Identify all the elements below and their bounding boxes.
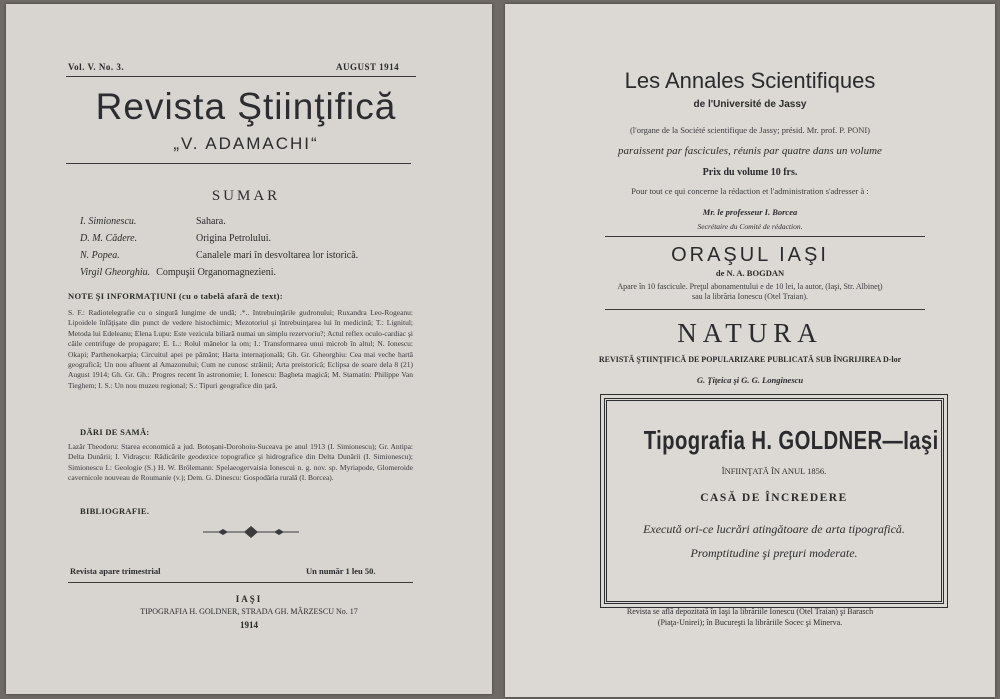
footer-line-2: (Piaţa-Unirei); în Bucureşti la librăriile Socec şi Minerva. <box>657 618 843 627</box>
ad-line-2: Promptitudine şi preţuri moderate. <box>690 546 858 560</box>
ad-slogan: CASĂ DE ÎNCREDERE <box>700 492 848 504</box>
notes-heading: NOTE ŞI INFORMAŢIUNI (cu o tabelă afară de text): <box>68 291 283 301</box>
toc-item <box>80 264 358 281</box>
ad-line-1: Execută ori-ce lucrări atingătoare de arta tipografică. <box>643 522 905 536</box>
natura-subtitle: REVISTĂ ŞTIINŢIFICĂ DE POPULARIZARE PUBLICATĂ SUB ÎNGRIJIREA D-lor <box>598 355 902 364</box>
toc-author: Virgil Gheorghiu. <box>80 267 151 278</box>
right-page <box>505 4 995 697</box>
natura-title: NATURA <box>677 318 823 348</box>
annales-appear-line: paraissent par fascicules, réunis par quatre dans un volume <box>618 145 882 157</box>
toc-title: Sahara. <box>196 216 226 227</box>
toc-title: Compuşii Organomagnezieni. <box>156 267 276 278</box>
footer-line-1: Revista se află depozitată în Iaşi la librăriile Ionescu (Otel Traian) şi Barasch <box>626 607 874 616</box>
annales-title: Les Annales Scientifiques <box>624 68 876 93</box>
toc-item <box>80 213 358 230</box>
orasul-text-2: sau la librăria Ionescu (Otel Traian). <box>692 292 808 301</box>
journal-subtitle: „V. ADAMACHI“ <box>173 134 319 153</box>
bottom-rule <box>68 582 413 583</box>
annales-university: de l'Université de Jassy <box>693 99 807 110</box>
title-rule <box>66 163 411 164</box>
toc-author: D. M. Cădere. <box>80 233 138 244</box>
publication-year: 1914 <box>240 620 258 630</box>
top-rule <box>66 76 416 77</box>
volume-number: Vol. V. No. 3. <box>68 62 125 72</box>
rule-orasul <box>605 309 925 310</box>
natura-editors: G. Ţiţeica şi G. G. Longinescu <box>696 375 804 385</box>
left-page <box>6 4 492 694</box>
ornament-divider <box>201 525 301 539</box>
ad-title: Tipografia H. GOLDNER—Iaşi <box>643 425 939 455</box>
toc-title: Origina Petrolului. <box>196 233 271 244</box>
toc-author: N. Popea. <box>80 250 120 261</box>
toc-item <box>80 230 358 247</box>
annales-secretary: Secrétaire du Comité de rédaction. <box>697 222 803 231</box>
reviews-text: Lazăr Theodoru: Starea economică a jud. Botoşani-Dorohoiu-Suceava pe anul 1913 (I. Simionescu); Gr. Antipa: Delta Dunării; I. Vidraşcu: Rădicările geodezice topografice şi hidrografice din Delta Dunării (I. Simionescu); Simionescu I.: Geologie (S.) H. W. Brölemann: Spelaeogervaisia Ionescui n. g. nov. sp. Myriapode, Glomeroide cavernicole nouveau de Roumanie (v.); Dem. G. Dinescu: Gospodăria rurală (I. Borcea). <box>68 442 413 483</box>
annales-organ-line: (l'organe de la Société scientifique de Jassy; présid. Mr. prof. P. PONI) <box>629 125 871 135</box>
issue-date: AUGUST 1914 <box>336 62 400 72</box>
rule-annales <box>605 236 925 237</box>
journal-title: Revista Ştiinţifică <box>95 86 397 127</box>
orasul-author: de N. A. BOGDAN <box>715 268 785 278</box>
price-note: Un număr 1 leu 50. <box>306 566 376 576</box>
bibliography-heading: BIBLIOGRAFIE. <box>80 506 150 516</box>
orasul-text-1: Apare în 10 fascicule. Preţul abonamentului e de 10 lei, la autor, (Iaşi, Str. Albineţ) <box>617 282 883 291</box>
annales-contact-line: Pour tout ce qui concerne la rédaction et l'administration s'adresser à : <box>631 186 869 196</box>
toc-item <box>80 247 358 264</box>
annales-professor: Mr. le professeur I. Borcea <box>702 207 798 217</box>
toc-author: I. Simionescu. <box>80 216 137 227</box>
toc-title: Canalele mari în desvoltarea lor istorică. <box>196 250 359 261</box>
notes-text: S. F.: Radiotelegrafie cu o singură lungime de undă; .*.. Intrebuinţările gudronului; Ruxandra Leo-Rogeanu: Lipoidele înfăţişate din punct de vedere histochimic; Mezotoriul şi întrebuinţarea lui în medicină; T.: Lignitul; Metoda lui Edeleanu; Elena Lupu: Este vezicula biliară numai un simplu rezervoriu?; Actul reflex oculo-cardiac şi căile centrifuge de propagare; E. L.: Rolul mânelor la om; I.: Transformarea unui microb în altul; N. Ionescu: Okapi; Parthenokarpia; Circuitul apei pe pământ; Harta internaţională; Gh. Gr. Gheorghiu: Cea mai veche hartă geografică; Un nou afluent al Amazonului; Cum ne cunosc străinii; Arta preistorică; Eclipsa de soare dela 8 (21) August 1914; Gh. Gr. Gh.: Progres recent în astronomie; I. Ionescu: Bagheta magică; M. Stamatin: Philippe Van Tieghem; I. S.: Un nou muzeu regional; S.: Tipuri geografice din ţară. <box>68 308 413 390</box>
city-name: IAŞI <box>235 594 263 604</box>
orasul-title: ORAŞUL IAŞI <box>671 244 829 266</box>
frequency-note: Revista apare trimestrial <box>70 566 161 576</box>
annales-volume-price: Prix du volume 10 frs. <box>702 167 798 178</box>
table-of-contents <box>80 213 358 281</box>
printer-line: TIPOGRAFIA H. GOLDNER, STRADA GH. MÂRZESCU No. 17 <box>140 607 358 616</box>
goldner-advertisement <box>604 398 944 604</box>
summary-heading: SUMAR <box>211 188 281 204</box>
reviews-heading: DĂRI DE SAMĂ: <box>80 427 150 437</box>
ad-founded: ÎNFIINŢATĂ ÎN ANUL 1856. <box>721 466 827 476</box>
